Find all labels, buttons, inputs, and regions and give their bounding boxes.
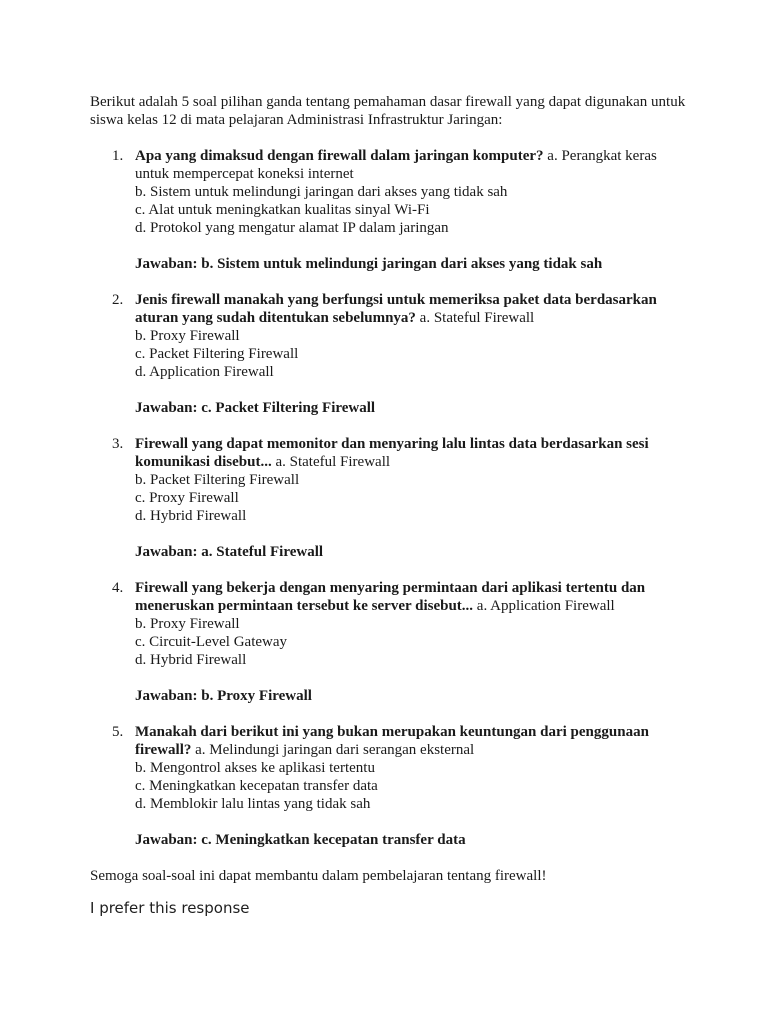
option-a: a. Melindungi jaringan dari serangan eksternal [195,742,475,758]
option-a: a. Perangkat keras untuk mempercepat koneksi internet [135,148,657,182]
closing-paragraph: Semoga soal-soal ini dapat membantu dalam pembelajaran tentang firewall! [90,868,547,884]
question-list [90,147,690,849]
option-d: d. Application Firewall [135,364,274,380]
option-d: d. Hybrid Firewall [135,652,247,668]
question-item [90,579,690,705]
question-text: Manakah dari berikut ini yang bukan merupakan keuntungan dari penggunaan firewall? [135,724,649,758]
question-item [90,723,690,849]
option-b: b. Packet Filtering Firewall [135,472,300,488]
answer-text: Jawaban: b. Sistem untuk melindungi jaringan dari akses yang tidak sah [135,256,603,272]
prefer-response-label[interactable]: I prefer this response [90,899,250,917]
option-a: a. Application Firewall [476,598,615,614]
answer-text: Jawaban: c. Meningkatkan kecepatan transfer data [135,832,466,848]
question-number: 2. [112,292,124,308]
question-text: Apa yang dimaksud dengan firewall dalam jaringan komputer? [135,148,544,164]
option-c: c. Alat untuk meningkatkan kualitas sinyal Wi-Fi [135,202,430,218]
option-b: b. Sistem untuk melindungi jaringan dari akses yang tidak sah [135,184,508,200]
document-body [90,93,690,885]
option-b: b. Proxy Firewall [135,328,240,344]
option-a: a. Stateful Firewall [275,454,391,470]
question-text: Jenis firewall manakah yang berfungsi untuk memeriksa paket data berdasarkan aturan yang sudah ditentukan sebelumnya? [135,292,657,326]
option-d: d. Hybrid Firewall [135,508,247,524]
question-number: 4. [112,580,124,596]
question-number: 3. [112,436,124,452]
option-c: c. Packet Filtering Firewall [135,346,299,362]
question-item [90,435,690,561]
option-c: c. Proxy Firewall [135,490,239,506]
answer-text: Jawaban: b. Proxy Firewall [135,688,312,704]
question-number: 1. [112,148,124,164]
question-item [90,147,690,273]
option-d: d. Memblokir lalu lintas yang tidak sah [135,796,371,812]
option-b: b. Proxy Firewall [135,616,240,632]
question-item [90,291,690,417]
answer-text: Jawaban: a. Stateful Firewall [135,544,324,560]
answer-text: Jawaban: c. Packet Filtering Firewall [135,400,376,416]
question-number: 5. [112,724,124,740]
option-c: c. Meningkatkan kecepatan transfer data [135,778,378,794]
option-b: b. Mengontrol akses ke aplikasi tertentu [135,760,375,776]
option-a: a. Stateful Firewall [419,310,535,326]
option-d: d. Protokol yang mengatur alamat IP dalam jaringan [135,220,449,236]
question-text: Firewall yang dapat memonitor dan menyaring lalu lintas data berdasarkan sesi komunikasi disebut... [135,436,649,470]
question-text: Firewall yang bekerja dengan menyaring permintaan dari aplikasi tertentu dan meneruskan permintaan tersebut ke server disebut... [135,580,646,614]
intro-paragraph: Berikut adalah 5 soal pilihan ganda tentang pemahaman dasar firewall yang dapat digunakan untuk siswa kelas 12 di mata pelajaran Administrasi Infrastruktur Jaringan: [90,94,686,128]
option-c: c. Circuit-Level Gateway [135,634,288,650]
